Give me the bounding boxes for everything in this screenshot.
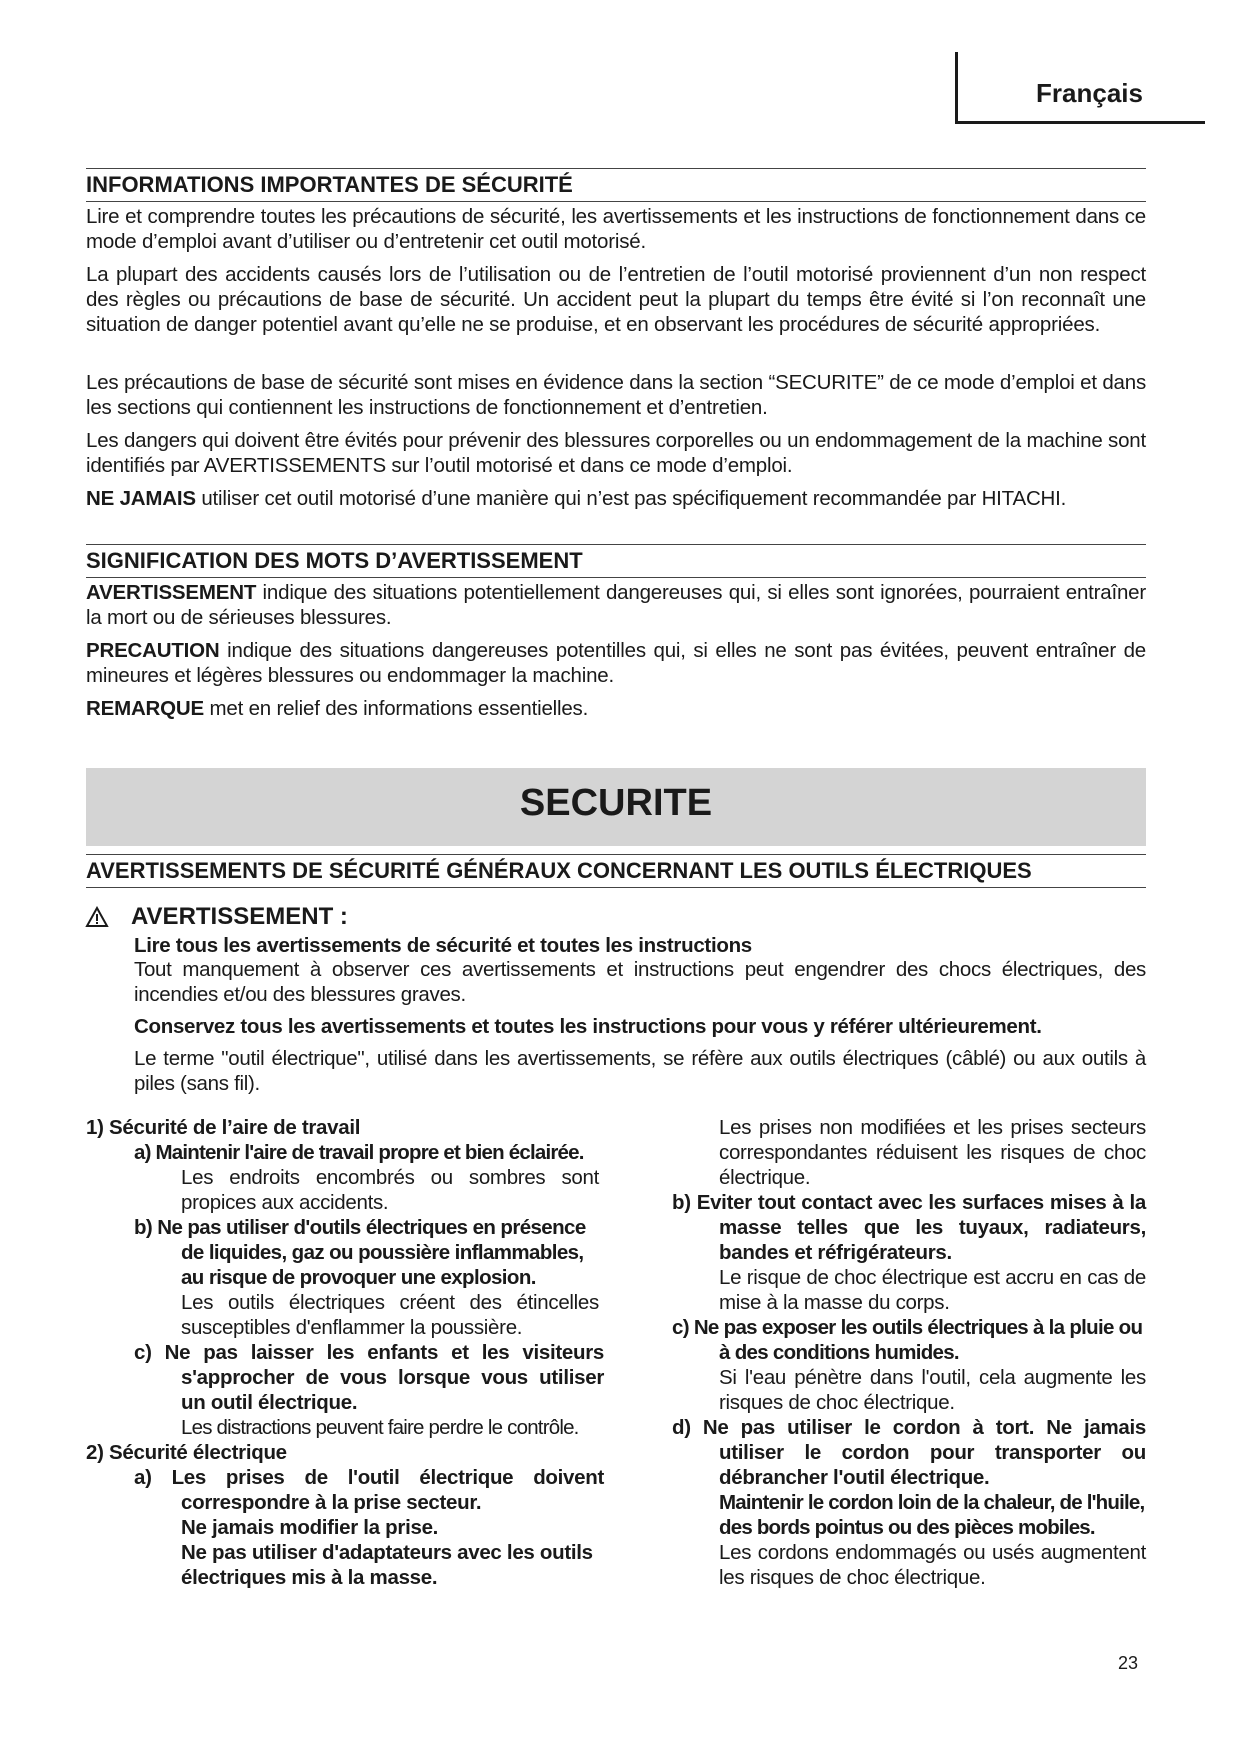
warning-triangle-icon bbox=[85, 906, 109, 928]
language-label: Français bbox=[1036, 78, 1143, 108]
definition-precaution-text: indique des situations dangereuses potentilles qui, si elles ne sont pas évitées, peuvent entraîner de mineures et légères blessures ou endommager la machine. bbox=[86, 639, 1146, 687]
failure-text: Tout manquement à observer ces avertissements et instructions peut engendrer des chocs électriques, des incendies et/ou des blessures graves. bbox=[134, 958, 1146, 1006]
item-b2-bold: b) Eviter tout contact avec les surfaces mises à la masse telles que les tuyaux, radiateurs, bandes et réfrigérateurs. bbox=[672, 1191, 1146, 1264]
item-a-bold: a) Maintenir l'aire de travail propre et bien éclairée. bbox=[134, 1141, 584, 1164]
definition-remarque bbox=[86, 696, 1146, 721]
definition-avertissement-text: indique des situations potentiellement dangereuses qui, si elles sont ignorées, pourraient entraîner la mort ou de sérieuses blessures. bbox=[86, 581, 1146, 629]
paragraph-never bbox=[86, 486, 1146, 511]
page-number: 23 bbox=[1118, 1653, 1139, 1673]
definition-precaution bbox=[86, 638, 1146, 688]
item-c-text: Les distractions peuvent faire perdre le contrôle. bbox=[181, 1416, 579, 1439]
item-a2-bold3: Ne pas utiliser d'adaptateurs avec les outils électriques mis à la masse. bbox=[181, 1541, 593, 1589]
definition-avertissement bbox=[86, 580, 1146, 630]
paragraph-accidents: La plupart des accidents causés lors de l’utilisation ou de l’entretien de l’outil motorisé proviennent d’un non respect des règles ou précautions de base de sécurité. Un accident peut la plupart du temps être évité si l’on reconnaît une situation de danger potentiel avant qu’elle ne se produise, et en observant les procédures de sécurité appropriées. bbox=[86, 263, 1146, 336]
item-a2-text: Les prises non modifiées et les prises secteurs correspondantes réduisent les risques de choc électrique. bbox=[719, 1116, 1146, 1189]
item-b-text: Les outils électriques créent des étincelles susceptibles d'enflammer la poussière. bbox=[181, 1291, 599, 1339]
heading-work-area-safety: 1) Sécurité de l’aire de travail bbox=[86, 1116, 361, 1139]
paragraph-basic-precautions: Les précautions de base de sécurité sont mises en évidence dans la section “SECURITE” de ce mode d’emploi et dans les sections qui contiennent les instructions de fonctionnement et d’entretien. bbox=[86, 371, 1146, 419]
warning-label: AVERTISSEMENT : bbox=[131, 903, 348, 930]
item-a2-bold2: Ne jamais modifier la prise. bbox=[181, 1516, 439, 1539]
section-heading-text: AVERTISSEMENTS DE SÉCURITÉ GÉNÉRAUX CONCERNANT LES OUTILS ÉLECTRIQUES bbox=[86, 858, 1032, 883]
read-all-warnings: Lire tous les avertissements de sécurité et toutes les instructions bbox=[134, 934, 752, 957]
item-a2-bold: a) Les prises de l'outil électrique doivent correspondre à la prise secteur. bbox=[134, 1466, 604, 1514]
keep-instructions: Conservez tous les avertissements et toutes les instructions pour vous y référer ultérieurement. bbox=[134, 1015, 1042, 1038]
definition-remarque-text: met en relief des informations essentielles. bbox=[204, 697, 589, 720]
language-tab bbox=[955, 52, 1205, 124]
securite-banner bbox=[86, 768, 1146, 846]
item-a-text: Les endroits encombrés ou sombres sont propices aux accidents. bbox=[181, 1166, 599, 1214]
warning-title bbox=[85, 903, 348, 931]
paragraph-dangers: Les dangers qui doivent être évités pour prévenir des blessures corporelles ou un endommagement de la machine sont identifiés par AVERTISSEMENTS sur l’outil motorisé et dans ce mode d’emploi. bbox=[86, 429, 1146, 477]
section-heading-text: SIGNIFICATION DES MOTS D’AVERTISSEMENT bbox=[86, 548, 583, 573]
item-b2-text: Le risque de choc électrique est accru en cas de mise à la masse du corps. bbox=[719, 1266, 1146, 1314]
item-b-bold: b) Ne pas utiliser d'outils électriques en présence de liquides, gaz ou poussière inflammables, au risque de provoquer une explosion. bbox=[134, 1216, 586, 1289]
item-c2-bold: c) Ne pas exposer les outils électriques à la pluie ou à des conditions humides. bbox=[672, 1316, 1143, 1364]
paragraph-read-understand: Lire et comprendre toutes les précautions de sécurité, les avertissements et les instructions de fonctionnement dans ce mode d’emploi avant d’utiliser ou d’entretenir cet outil motorisé. bbox=[86, 205, 1146, 253]
item-d2-bold2: Maintenir le cordon loin de la chaleur, de l'huile, des bords pointus ou des pièces mobiles. bbox=[719, 1491, 1145, 1539]
item-d2-text: Les cordons endommagés ou usés augmentent les risques de choc électrique. bbox=[719, 1541, 1146, 1589]
item-d2-bold: d) Ne pas utiliser le cordon à tort. Ne jamais utiliser le cordon pour transporter ou débrancher l'outil électrique. bbox=[672, 1416, 1146, 1489]
item-c-bold: c) Ne pas laisser les enfants et les visiteurs s'approcher de vous lorsque vous utiliser un outil électrique. bbox=[134, 1341, 604, 1414]
term-avertissement: AVERTISSEMENT bbox=[86, 581, 257, 604]
term-precaution: PRECAUTION bbox=[86, 639, 220, 662]
never-label: NE JAMAIS bbox=[86, 487, 196, 510]
section-heading-text: INFORMATIONS IMPORTANTES DE SÉCURITÉ bbox=[86, 172, 573, 197]
never-text: utiliser cet outil motorisé d’une manière qui n’est pas spécifiquement recommandée par HITACHI. bbox=[195, 487, 1067, 510]
section-heading-important-safety bbox=[86, 168, 1146, 202]
item-c2-text: Si l'eau pénètre dans l'outil, cela augmente les risques de choc électrique. bbox=[719, 1366, 1146, 1414]
section-heading-general-warnings bbox=[86, 854, 1146, 888]
section-heading-warning-words bbox=[86, 544, 1146, 578]
term-remarque: REMARQUE bbox=[86, 697, 204, 720]
heading-electrical-safety: 2) Sécurité électrique bbox=[86, 1441, 287, 1464]
term-definition: Le terme "outil électrique", utilisé dans les avertissements, se réfère aux outils électriques (câblé) ou aux outils à piles (sans fil). bbox=[134, 1047, 1146, 1095]
banner-title: SECURITE bbox=[519, 782, 713, 824]
